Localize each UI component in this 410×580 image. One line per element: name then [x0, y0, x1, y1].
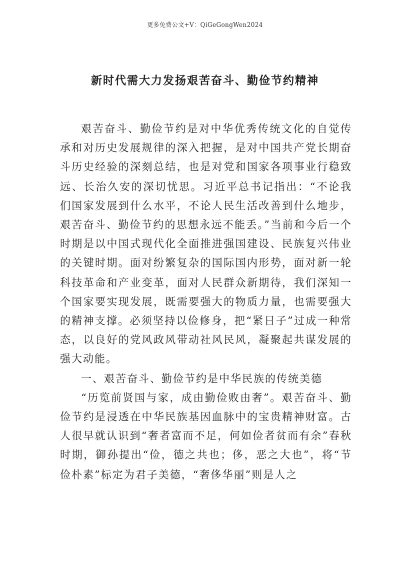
section-heading: 一、艰苦奋斗、勤俭节约是中华民族的传统美德	[81, 372, 323, 385]
intro-paragraph: 艰苦奋斗、勤俭节约是对中华优秀传统文化的自觉传承和对历史发展规律的深入把握，是对中国共产党长期奋斗历史经验的深刻总结，也是对党和国家各项事业行稳致远、长治久安的深切忧思。习近平总书记指出：“不论我们国家发展到什么水平，不论人民生活改善到什么地步，艰苦奋斗、勤俭节约的思想永远不能丢。”当前和今后一个时期是以中国式现代化全面推进强国建设、民族复兴伟业的关键时期。面对纷繁复杂的国际国内形势，面对新一轮科技革命和产业变革，面对人民群众新期待，我们深知一个国家要实现发展，既需要强大的物质力量，也需要强大的精神支撑。必须坚持以俭修身，把“紧日子”过成一种常态，以良好的党风政风带动社风民风，凝聚起共谋发展的强大动能。	[60, 123, 352, 366]
document-title: 新时代需大力发扬艰苦奋斗、勤俭节约精神	[91, 74, 319, 87]
header-note: 更多免费公文+V：QiGeGongWen2024	[147, 22, 263, 29]
document-body	[60, 120, 352, 485]
section-paragraph: “历览前贤国与家，成由勤俭败由奢”。艰苦奋斗、勤俭节约是浸透在中华民族基因血脉中的宝贵精神财富。古人很早就认识到“奢者富而不足，何如俭者贫而有余”春秋时期，御孙提出“俭，德之共也；侈，恶之大也”，将“节俭朴素”标定为君子美德，“奢侈华丽”则是人之	[60, 391, 352, 481]
